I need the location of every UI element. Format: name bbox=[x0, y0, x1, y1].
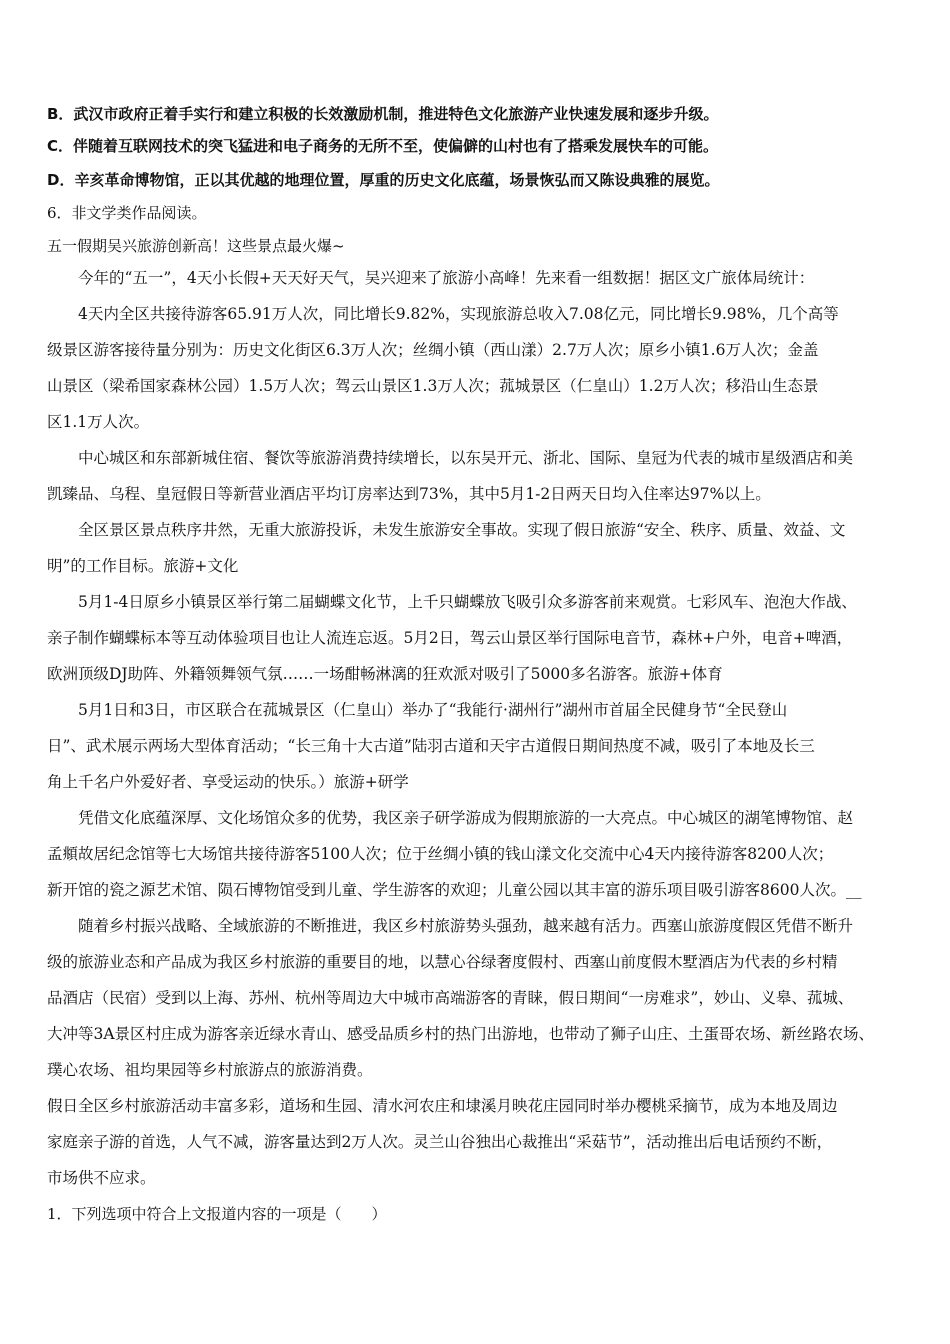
article-line: 级的旅游业态和产品成为我区乡村旅游的重要目的地，以慧心谷绿奢度假村、西塞山前度假木墅酒店为代表的乡村精 bbox=[47, 953, 838, 971]
article-line: 假日全区乡村旅游活动丰富多彩，道场和生园、清水河农庄和埭溪月映花庄园同时举办樱桃采摘节，成为本地及周边 bbox=[47, 1097, 838, 1115]
article-line: 随着乡村振兴战略、全域旅游的不断推进，我区乡村旅游势头强劲，越来越有活力。西塞山旅游度假区凭借不断升 bbox=[78, 917, 854, 935]
article-line: 山景区（梁希国家森林公园）1.5万人次；驾云山景区1.3万人次；菰城景区（仁皇山）1.2万人次；移沿山生态景 bbox=[47, 377, 819, 395]
article-line: 全区景区景点秩序井然，无重大旅游投诉，未发生旅游安全事故。实现了假日旅游“安全、秩序、质量、效益、文 bbox=[78, 521, 846, 539]
article-line: 5月1日和3日，市区联合在菰城景区（仁皇山）举办了“我能行·湖州行”湖州市首届全民健身节“全民登山 bbox=[78, 701, 788, 719]
article-line: 级景区游客接待量分别为：历史文化街区6.3万人次；丝绸小镇（西山漾）2.7万人次；原乡小镇1.6万人次；金盖 bbox=[47, 341, 819, 359]
article-line: 明”的工作目标。旅游+文化 bbox=[47, 557, 239, 575]
article-line: 5月1-4日原乡小镇景区举行第二届蝴蝶文化节，上千只蝴蝶放飞吸引众多游客前来观赏。七彩风车、泡泡大作战、 bbox=[78, 593, 857, 611]
section-heading: 6．非文学类作品阅读。 bbox=[47, 204, 207, 222]
article-line: 大冲等3A景区村庄成为游客亲近绿水青山、感受品质乡村的热门出游地，也带动了狮子山庄、土蛋哥农场、新丝路农场、 bbox=[47, 1025, 875, 1043]
article-line: 区1.1万人次。 bbox=[47, 413, 150, 431]
article-line: 品酒店（民宿）受到以上海、苏州、杭州等周边大中城市高端游客的青睐，假日期间“一房难求”，妙山、义皋、菰城、 bbox=[47, 989, 854, 1007]
question-1: 1．下列选项中符合上文报道内容的一项是（ ） bbox=[47, 1205, 387, 1223]
article-line: 璞心农场、祖均果园等乡村旅游点的旅游消费。 bbox=[47, 1061, 373, 1079]
article-line: 新开馆的瓷之源艺术馆、陨石博物馆受到儿童、学生游客的欢迎；儿童公园以其丰富的游乐项目吸引游客8600人次。__ bbox=[47, 881, 862, 899]
article-line: 亲子制作蝴蝶标本等互动体验项目也让人流连忘返。5月2日，驾云山景区举行国际电音节，森林+户外，电音+啤酒， bbox=[47, 629, 853, 647]
article-line: 家庭亲子游的首选，人气不减，游客量达到2万人次。灵兰山谷独出心裁推出“采菇节”，活动推出后电话预约不断， bbox=[47, 1133, 833, 1151]
option-b: B．武汉市政府正着手实行和建立积极的长效激励机制，推进特色文化旅游产业快速发展和逐步升级。 bbox=[47, 105, 719, 123]
article-line: 欧洲顶级DJ助阵、外籍领舞领气氛……一场酣畅淋漓的狂欢派对吸引了5000多名游客。旅游+体育 bbox=[47, 665, 723, 683]
article-line: 凯臻品、乌程、皇冠假日等新营业酒店平均订房率达到73%，其中5月1-2日两天日均入住率达97%以上。 bbox=[47, 485, 771, 503]
article-line: 凭借文化底蕴深厚、文化场馆众多的优势，我区亲子研学游成为假期旅游的一大亮点。中心城区的湖笔博物馆、赵 bbox=[78, 809, 854, 827]
option-d: D．辛亥革命博物馆，正以其优越的地理位置，厚重的历史文化底蕴，场景恢弘而又陈设典雅的展览。 bbox=[47, 171, 720, 189]
article-line: 今年的“五一”，4天小长假+天天好天气，吴兴迎来了旅游小高峰！先来看一组数据！据区文广旅体局统计： bbox=[78, 269, 815, 287]
article-line: 角上千名户外爱好者、享受运动的快乐。）旅游+研学 bbox=[47, 773, 409, 791]
option-c: C．伴随着互联网技术的突飞猛进和电子商务的无所不至，使偏僻的山村也有了搭乘发展快车的可能。 bbox=[47, 137, 719, 155]
article-line: 日”、武术展示两场大型体育活动；“长三角十大古道”陆羽古道和天宇古道假日期间热度不减，吸引了本地及长三 bbox=[47, 737, 815, 755]
article-title: 五一假期吴兴旅游创新高！这些景点最火爆~ bbox=[47, 237, 345, 255]
article-line: 中心城区和东部新城住宿、餐饮等旅游消费持续增长，以东吴开元、浙北、国际、皇冠为代表的城市星级酒店和美 bbox=[78, 449, 854, 467]
article-line: 孟頫故居纪念馆等七大场馆共接待游客5100人次；位于丝绸小镇的钱山漾文化交流中心4天内接待游客8200人次； bbox=[47, 845, 834, 863]
article-line: 市场供不应求。 bbox=[47, 1169, 156, 1187]
article-line: 4天内全区共接待游客65.91万人次，同比增长9.82%，实现旅游总收入7.08亿元，同比增长9.98%，几个高等 bbox=[78, 305, 839, 323]
